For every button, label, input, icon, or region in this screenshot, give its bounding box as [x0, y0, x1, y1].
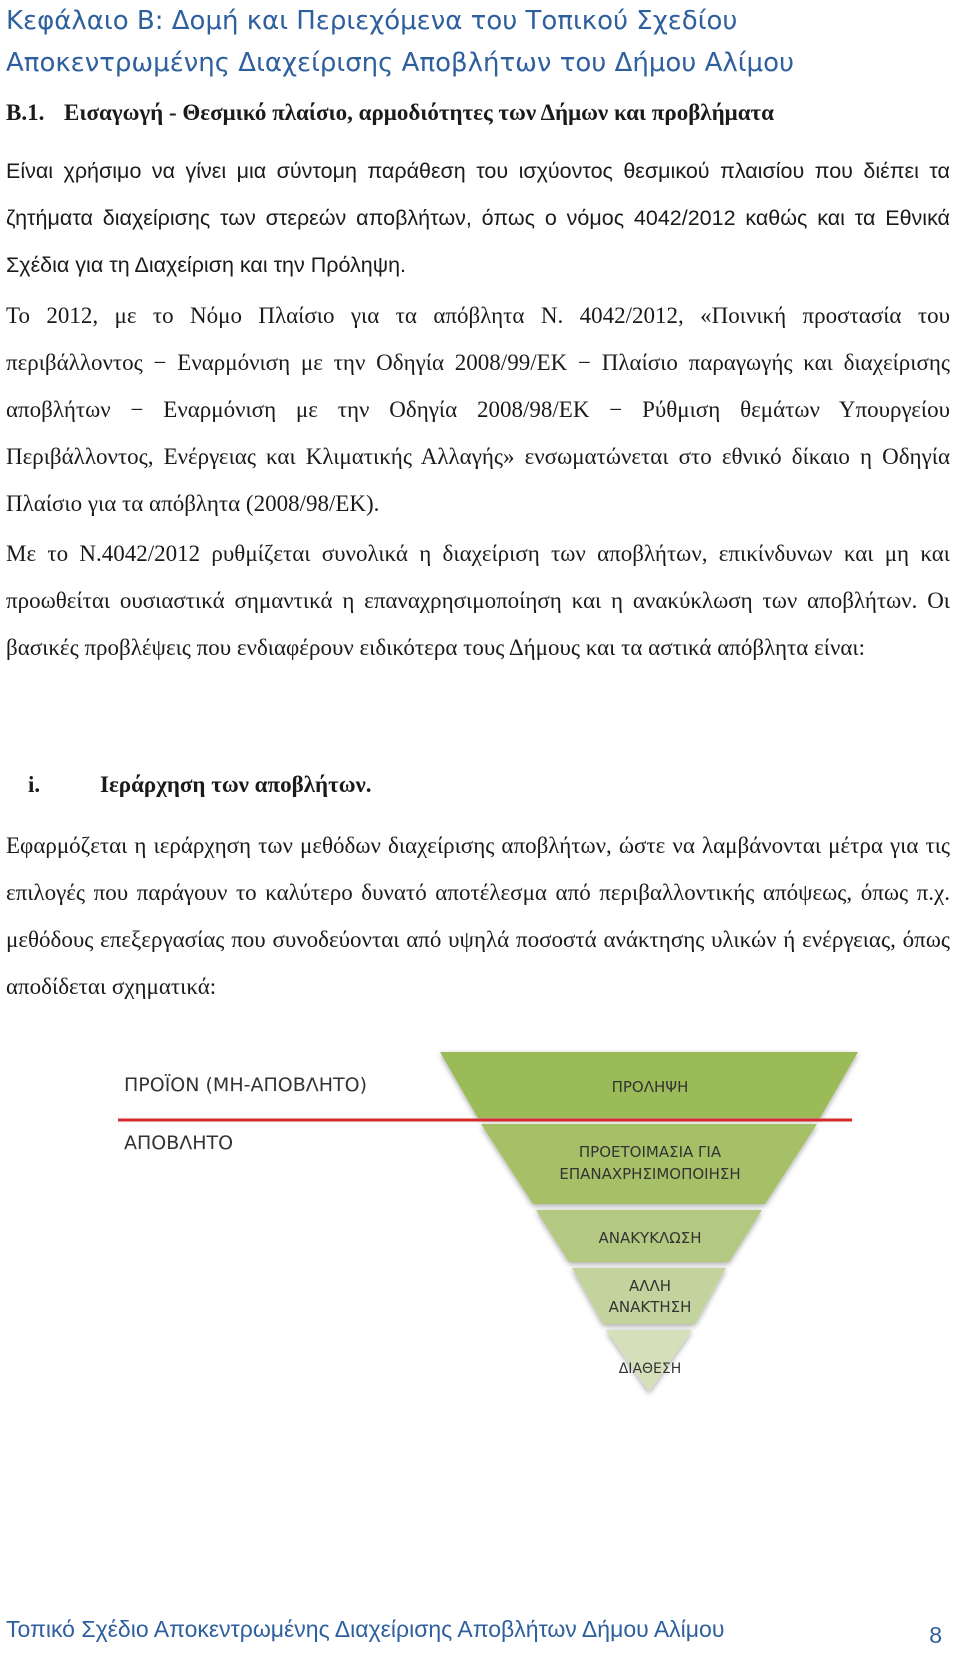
waste-hierarchy-pyramid [0, 1040, 960, 1420]
paragraph-intro: Είναι χρήσιμο να γίνει μια σύντομη παράθεση του ισχύοντος θεσμικού πλαισίου που διέπει τα ζητήματα διαχείρισης των στερεών αποβλήτων, όπως ο νόμος 4042/2012 καθώς και τα Εθνικά Σχέδια για τη Διαχείριση και την Πρόληψη. [6, 159, 950, 277]
label-waste: ΑΠΟΒΛΗΤΟ [124, 1132, 234, 1154]
subheading-title: Ιεράρχηση των αποβλήτων. [100, 772, 372, 797]
section-heading [6, 96, 946, 130]
level-label-reuse-line-2: ΕΠΑΝΑΧΡΗΣΙΜΟΠΟΙΗΣΗ [559, 1165, 741, 1183]
label-product-non-waste: ΠΡΟΪΟΝ (ΜΗ-ΑΠΟΒΛΗΤΟ) [124, 1074, 367, 1096]
page-number: 8 [929, 1622, 942, 1648]
paragraph-law-4042: Το 2012, με το Νόμο Πλαίσιο για τα απόβλητα Ν. 4042/2012, «Ποινική προστασία του περιβάλλοντος − Εναρμόνιση με την Οδηγία 2008/99/ΕΚ − Πλαίσιο παραγωγής και διαχείρισης αποβλήτων − Εναρμόνιση με την Οδηγία 2008/98/ΕΚ − Ρύθμιση θεμάτων Υπουργείου Περιβάλλοντος, Ενέργειας και Κλιματικής Αλλαγής» ενσωματώνεται στο εθνικό δίκαιο η Οδηγία Πλαίσιο για τα απόβλητα (2008/98/ΕΚ). [6, 303, 950, 516]
level-label-other-recovery-line-1: ΑΛΛΗ [628, 1277, 672, 1295]
level-label-recycling: ΑΝΑΚΥΚΛΩΣΗ [598, 1229, 702, 1247]
page-footer [6, 1616, 950, 1652]
waste-hierarchy-diagram [0, 1040, 960, 1420]
level-label-reuse-line-1: ΠΡΟΕΤΟΙΜΑΣΙΑ ΓΙΑ [578, 1143, 722, 1161]
paragraph-law-provisions: Με το Ν.4042/2012 ρυθμίζεται συνολικά η διαχείριση των αποβλήτων, επικίνδυνων και μη και προωθείται ουσιαστικά σημαντικά η επαναχρησιμοποίηση και η ανακύκλωση των αποβλήτων. Οι βασικές προβλέψεις που ενδιαφέρουν ειδικότερα τους Δήμους και τα αστικά απόβλητα είναι: [6, 541, 950, 660]
paragraph-hierarchy: Εφαρμόζεται η ιεράρχηση των μεθόδων διαχείρισης αποβλήτων, ώστε να λαμβάνονται μέτρα για τις επιλογές που παράγουν το καλύτερο δυνατό αποτέλεσμα από περιβαλλοντικής απόψεως, όπως π.χ. μεθόδους επεξεργασίας που συνοδεύονται από υψηλά ποσοστά ανάκτησης υλικών ή ενέργειας, όπως αποδίδεται σχηματικά: [6, 833, 950, 999]
section-number: Β.1. [6, 100, 45, 125]
subheading-number: i. [28, 772, 41, 797]
pyramid-level-reuse [481, 1124, 817, 1204]
chapter-title [6, 0, 946, 84]
chapter-title-line-1: Κεφάλαιο Β: Δομή και Περιεχόμενα του Τοπικού Σχεδίου [6, 6, 738, 36]
level-label-disposal: ΔΙΑΘΕΣΗ [618, 1361, 682, 1377]
footer-text: Τοπικό Σχέδιο Αποκεντρωμένης Διαχείρισης Αποβλήτων Δήμου Αλίμου [6, 1616, 725, 1642]
subheading-waste-hierarchy [28, 768, 372, 802]
section-title: Εισαγωγή - Θεσμικό πλαίσιο, αρμοδιότητες των Δήμων και προβλήματα [64, 100, 774, 125]
level-label-other-recovery-line-2: ΑΝΑΚΤΗΣΗ [608, 1298, 692, 1316]
level-label-prevention: ΠΡΟΛΗΨΗ [611, 1078, 689, 1096]
chapter-title-line-2: Αποκεντρωμένης Διαχείρισης Αποβλήτων του Δήμου Αλίμου [6, 48, 795, 78]
